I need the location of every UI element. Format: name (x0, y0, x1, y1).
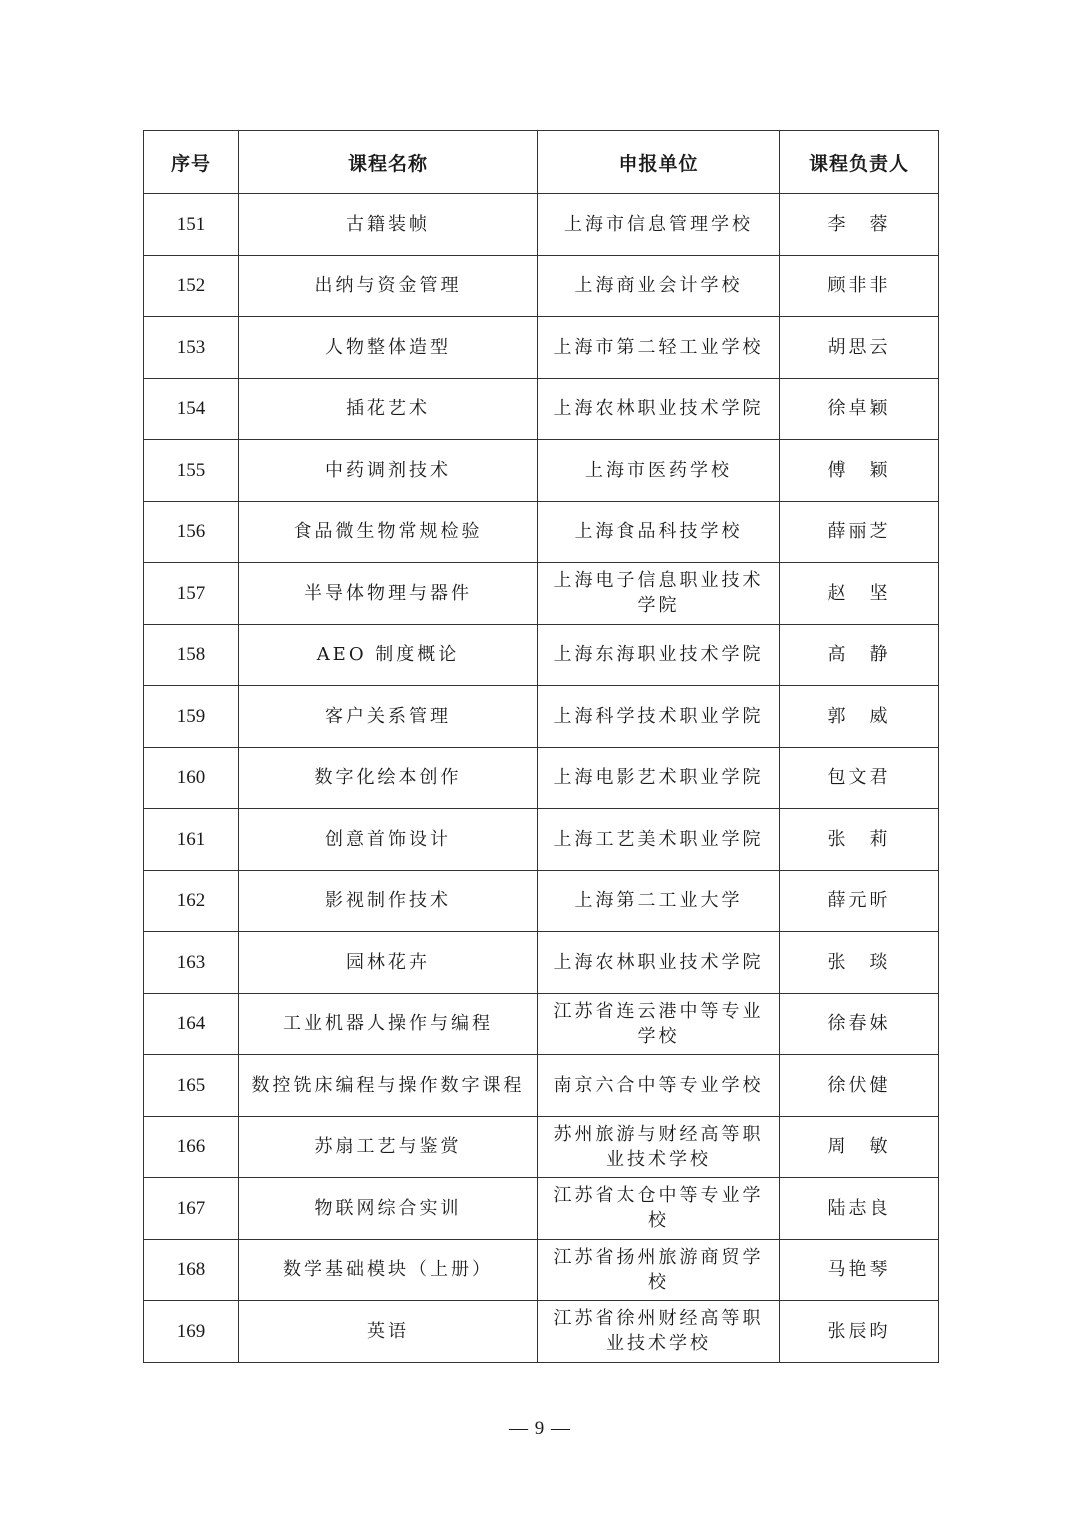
page-number: — 9 — (509, 1418, 571, 1439)
cell-leader: 马艳琴 (780, 1239, 939, 1301)
cell-leader: 包文君 (780, 747, 939, 809)
cell-unit: 上海第二工业大学 (538, 870, 780, 932)
cell-leader: 薛元昕 (780, 870, 939, 932)
cell-course-name: 数学基础模块（上册） (239, 1239, 538, 1301)
cell-leader: 张辰昀 (780, 1301, 939, 1363)
cell-no: 165 (144, 1055, 239, 1117)
cell-course-name: 客户关系管理 (239, 686, 538, 748)
cell-course-name: 食品微生物常规检验 (239, 501, 538, 563)
cell-course-name: 苏扇工艺与鉴赏 (239, 1116, 538, 1178)
table-row (144, 686, 939, 748)
cell-course-name: 中药调剂技术 (239, 440, 538, 502)
cell-leader: 陆志良 (780, 1178, 939, 1240)
table-row (144, 501, 939, 563)
cell-leader: 高 静 (780, 624, 939, 686)
cell-unit: 江苏省徐州财经高等职业技术学校 (538, 1301, 780, 1363)
cell-no: 164 (144, 993, 239, 1055)
cell-no: 154 (144, 378, 239, 440)
cell-no: 161 (144, 809, 239, 871)
table-row (144, 378, 939, 440)
cell-no: 160 (144, 747, 239, 809)
cell-course-name: 物联网综合实训 (239, 1178, 538, 1240)
table-row (144, 317, 939, 379)
table-row (144, 1239, 939, 1301)
cell-unit: 上海市信息管理学校 (538, 194, 780, 256)
cell-leader: 傅 颖 (780, 440, 939, 502)
cell-leader: 李 蓉 (780, 194, 939, 256)
table-row (144, 440, 939, 502)
cell-unit: 上海市第二轻工业学校 (538, 317, 780, 379)
table-row (144, 809, 939, 871)
cell-unit: 江苏省连云港中等专业学校 (538, 993, 780, 1055)
table-row (144, 932, 939, 994)
table-row (144, 563, 939, 625)
table-row (144, 255, 939, 317)
cell-unit: 江苏省扬州旅游商贸学校 (538, 1239, 780, 1301)
cell-leader: 张 琰 (780, 932, 939, 994)
cell-unit: 上海科学技术职业学院 (538, 686, 780, 748)
header-leader: 课程负责人 (780, 131, 939, 194)
cell-unit: 上海市医药学校 (538, 440, 780, 502)
cell-leader: 周 敏 (780, 1116, 939, 1178)
cell-no: 152 (144, 255, 239, 317)
header-course-name: 课程名称 (239, 131, 538, 194)
table-header-row (144, 131, 939, 194)
table-row (144, 194, 939, 256)
cell-unit: 江苏省太仓中等专业学校 (538, 1178, 780, 1240)
cell-no: 159 (144, 686, 239, 748)
cell-course-name: AEO 制度概论 (239, 624, 538, 686)
cell-course-name: 人物整体造型 (239, 317, 538, 379)
header-unit: 申报单位 (538, 131, 780, 194)
cell-no: 155 (144, 440, 239, 502)
cell-course-name: 影视制作技术 (239, 870, 538, 932)
cell-no: 157 (144, 563, 239, 625)
cell-no: 166 (144, 1116, 239, 1178)
cell-no: 153 (144, 317, 239, 379)
cell-course-name: 出纳与资金管理 (239, 255, 538, 317)
cell-course-name: 英语 (239, 1301, 538, 1363)
table-row (144, 1055, 939, 1117)
cell-course-name: 数字化绘本创作 (239, 747, 538, 809)
header-no: 序号 (144, 131, 239, 194)
cell-unit: 上海电子信息职业技术学院 (538, 563, 780, 625)
cell-course-name: 创意首饰设计 (239, 809, 538, 871)
cell-unit: 上海农林职业技术学院 (538, 378, 780, 440)
table-row (144, 747, 939, 809)
table-body (144, 194, 939, 1363)
table-row (144, 1116, 939, 1178)
cell-leader: 薛丽芝 (780, 501, 939, 563)
cell-leader: 郭 威 (780, 686, 939, 748)
cell-leader: 顾非非 (780, 255, 939, 317)
cell-unit: 上海食品科技学校 (538, 501, 780, 563)
cell-course-name: 工业机器人操作与编程 (239, 993, 538, 1055)
cell-leader: 张 莉 (780, 809, 939, 871)
course-table (143, 130, 939, 1363)
table-row (144, 1301, 939, 1363)
cell-no: 163 (144, 932, 239, 994)
cell-no: 162 (144, 870, 239, 932)
cell-leader: 徐伏健 (780, 1055, 939, 1117)
cell-leader: 徐卓颖 (780, 378, 939, 440)
cell-course-name: 古籍装帧 (239, 194, 538, 256)
cell-no: 158 (144, 624, 239, 686)
cell-unit: 上海东海职业技术学院 (538, 624, 780, 686)
cell-no: 169 (144, 1301, 239, 1363)
cell-course-name: 半导体物理与器件 (239, 563, 538, 625)
table-row (144, 1178, 939, 1240)
table-row (144, 624, 939, 686)
cell-unit: 苏州旅游与财经高等职业技术学校 (538, 1116, 780, 1178)
table-row (144, 993, 939, 1055)
cell-no: 167 (144, 1178, 239, 1240)
cell-unit: 上海商业会计学校 (538, 255, 780, 317)
table-row (144, 870, 939, 932)
cell-unit: 上海工艺美术职业学院 (538, 809, 780, 871)
cell-course-name: 插花艺术 (239, 378, 538, 440)
cell-leader: 胡思云 (780, 317, 939, 379)
cell-unit: 南京六合中等专业学校 (538, 1055, 780, 1117)
cell-leader: 赵 坚 (780, 563, 939, 625)
cell-course-name: 数控铣床编程与操作数字课程 (239, 1055, 538, 1117)
cell-unit: 上海农林职业技术学院 (538, 932, 780, 994)
cell-course-name: 园林花卉 (239, 932, 538, 994)
cell-leader: 徐春妹 (780, 993, 939, 1055)
cell-no: 151 (144, 194, 239, 256)
cell-no: 156 (144, 501, 239, 563)
cell-unit: 上海电影艺术职业学院 (538, 747, 780, 809)
cell-no: 168 (144, 1239, 239, 1301)
